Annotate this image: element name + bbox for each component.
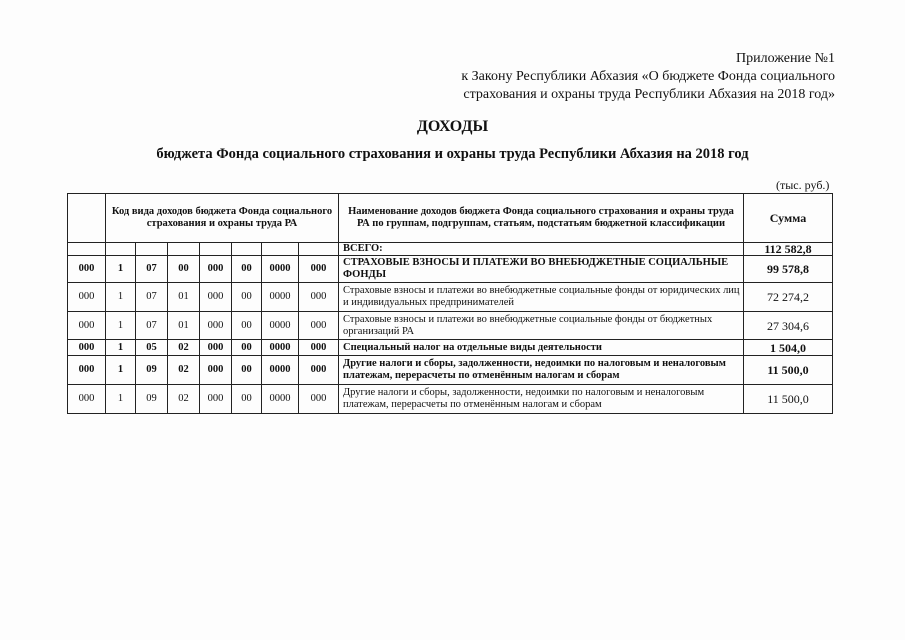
doc-title: ДОХОДЫ — [416, 118, 489, 135]
code-cell: 000 — [200, 256, 232, 283]
total-sum: 112 582,8 — [744, 243, 833, 256]
code-cell: 0000 — [262, 340, 299, 356]
income-name: СТРАХОВЫЕ ВЗНОСЫ И ПЛАТЕЖИ ВО ВНЕБЮДЖЕТНЫЕ СОЦИАЛЬНЫЕ ФОНДЫ — [339, 256, 744, 283]
code-cell: 09 — [136, 356, 168, 385]
header-code: Код вида доходов бюджета Фонда социального страхования и охраны труда РА — [106, 194, 339, 243]
code-cell: 000 — [68, 283, 106, 312]
income-name: Специальный налог на отдельные виды деятельности — [339, 340, 744, 356]
income-name: Страховые взносы и платежи во внебюджетные социальные фонды от юридических лиц и индивидуальных предпринимателей — [339, 283, 744, 312]
table-row — [68, 385, 833, 414]
total-label: ВСЕГО: — [339, 243, 744, 256]
code-cell: 02 — [168, 385, 200, 414]
table-row — [68, 312, 833, 340]
table-row — [68, 356, 833, 385]
code-cell: 000 — [68, 340, 106, 356]
code-cell: 05 — [136, 340, 168, 356]
income-name: Другие налоги и сборы, задолженности, недоимки по налоговым и неналоговым платежам, перерасчеты по отменённым налогам и сборам — [339, 356, 744, 385]
table-row — [68, 340, 833, 356]
table-row — [68, 256, 833, 283]
code-cell: 0000 — [262, 385, 299, 414]
code-cell: 000 — [299, 340, 339, 356]
code-cell: 0000 — [262, 312, 299, 340]
code-cell: 000 — [299, 283, 339, 312]
code-cell: 00 — [232, 256, 262, 283]
code-cell: 000 — [200, 356, 232, 385]
income-sum: 27 304,6 — [744, 312, 833, 340]
code-cell: 1 — [106, 283, 136, 312]
header-blank — [68, 194, 106, 243]
income-table — [67, 193, 833, 414]
income-sum: 72 274,2 — [744, 283, 833, 312]
code-cell: 00 — [232, 283, 262, 312]
code-cell: 00 — [232, 385, 262, 414]
appendix-note — [461, 50, 835, 104]
code-cell: 01 — [168, 283, 200, 312]
code-cell: 02 — [168, 356, 200, 385]
code-cell: 000 — [299, 256, 339, 283]
code-cell: 000 — [200, 312, 232, 340]
code-cell: 000 — [68, 312, 106, 340]
appendix-line: страхования и охраны труда Республики Абхазия на 2018 год» — [463, 87, 835, 102]
income-sum: 11 500,0 — [744, 356, 833, 385]
table-row — [68, 283, 833, 312]
code-cell: 000 — [299, 385, 339, 414]
income-sum: 99 578,8 — [744, 256, 833, 283]
appendix-line: Приложение №1 — [736, 51, 835, 66]
code-cell: 000 — [299, 356, 339, 385]
code-cell: 000 — [68, 356, 106, 385]
appendix-line: к Закону Республики Абхазия «О бюджете Фонда социального — [461, 69, 835, 84]
income-sum: 1 504,0 — [744, 340, 833, 356]
code-cell: 00 — [168, 256, 200, 283]
income-name: Другие налоги и сборы, задолженности, недоимки по налоговым и неналоговым платежам, перерасчеты по отменённым налогам и сборам — [339, 385, 744, 414]
code-cell: 000 — [200, 340, 232, 356]
code-cell: 0000 — [262, 256, 299, 283]
code-cell: 1 — [106, 256, 136, 283]
header-sum: Сумма — [744, 194, 833, 243]
header-name: Наименование доходов бюджета Фонда социального страхования и охраны труда РА по группам, подгруппам, статьям, подстатьям бюджетной классификации — [339, 194, 744, 243]
code-cell: 01 — [168, 312, 200, 340]
code-cell: 000 — [299, 312, 339, 340]
code-cell: 000 — [200, 385, 232, 414]
code-cell: 07 — [136, 256, 168, 283]
code-cell: 000 — [200, 283, 232, 312]
income-sum: 11 500,0 — [744, 385, 833, 414]
code-cell: 07 — [136, 312, 168, 340]
code-cell: 00 — [232, 340, 262, 356]
code-cell: 1 — [106, 356, 136, 385]
unit-label: (тыс. руб.) — [776, 178, 830, 192]
income-name: Страховые взносы и платежи во внебюджетные социальные фонды от бюджетных организаций РА — [339, 312, 744, 340]
code-cell: 09 — [136, 385, 168, 414]
code-cell: 000 — [68, 256, 106, 283]
code-cell: 0000 — [262, 356, 299, 385]
code-cell: 00 — [232, 312, 262, 340]
code-cell: 1 — [106, 312, 136, 340]
code-cell: 00 — [232, 356, 262, 385]
code-cell: 07 — [136, 283, 168, 312]
doc-subtitle: бюджета Фонда социального страхования и охраны труда Республики Абхазия на 2018 год — [156, 146, 749, 162]
code-cell: 0000 — [262, 283, 299, 312]
code-cell: 02 — [168, 340, 200, 356]
code-cell: 1 — [106, 340, 136, 356]
code-cell: 000 — [68, 385, 106, 414]
code-cell: 1 — [106, 385, 136, 414]
